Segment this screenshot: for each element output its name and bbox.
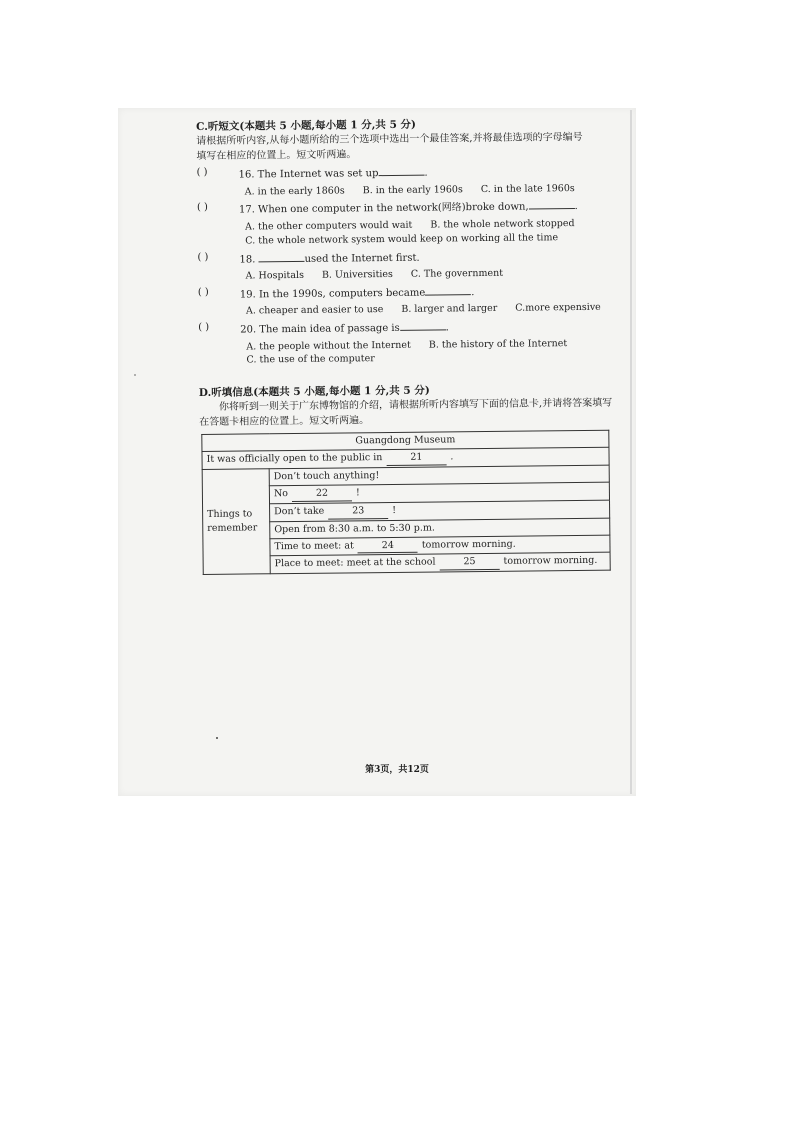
answer-paren[interactable]: ( ) xyxy=(196,167,208,179)
fill-blank xyxy=(400,318,446,330)
answer-paren[interactable]: ( ) xyxy=(197,251,209,263)
options xyxy=(197,217,617,249)
fill-blank xyxy=(378,164,424,176)
card-row: Open from 8:30 a.m. to 5:30 p.m. xyxy=(270,518,610,539)
card-row: Time to meet: at 24 tomorrow morning. xyxy=(270,535,610,556)
page-edge xyxy=(630,110,632,794)
section-d-instruction: 你将听到一则关于广东博物馆的介绍，请根据所听内容填写下面的信息卡,并请将答案填写在答题卡相应的位置上。短文听两遍。 xyxy=(199,397,613,428)
fill-blank xyxy=(425,283,471,295)
answer-blank-21[interactable]: 21 xyxy=(386,451,446,466)
section-c-title: C.听短文(本题共 5 小题,每小题 1 分,共 5 分) xyxy=(196,118,417,133)
question-16: ( ) 16. The Internet was set up . A. in the early 1860s B. in the early 1960s C. in the late 1960s xyxy=(196,162,616,200)
options xyxy=(198,336,618,368)
answer-blank-24[interactable]: 24 xyxy=(358,538,418,553)
answer-blank-25[interactable]: 25 xyxy=(439,555,499,570)
option-c: C. The government xyxy=(410,267,504,280)
question-17: ( ) 17. When one computer in the network(网络)broke down, . A. the other computers would wait B. the whole network stopped C. the whole network system would keep on working all the time xyxy=(197,197,617,248)
option-a: A. in the early 1860s xyxy=(244,185,345,198)
option-a: A. the other computers would wait xyxy=(245,219,413,233)
section-c-instruction: 请根据所听内容,从每小题所给的三个选项中选出一个最佳答案,并将最佳选项的字母编号 填写在相应的位置上。短文听两遍。 xyxy=(196,132,583,162)
section-d-title: D.听填信息(本题共 5 小题,每小题 1 分,共 5 分) xyxy=(198,384,430,400)
answer-paren[interactable]: ( ) xyxy=(197,286,209,298)
section-d xyxy=(199,382,621,575)
option-b: B. in the early 1960s xyxy=(362,183,463,196)
card-row: No 22 ! xyxy=(269,482,609,503)
option-b: B. Universities xyxy=(321,268,393,281)
exam-content xyxy=(196,116,621,575)
answer-paren[interactable]: ( ) xyxy=(198,321,210,334)
page-footer: 第3页，共12页 xyxy=(365,765,429,775)
card-heading: Guangdong Museum xyxy=(202,430,609,451)
option-a: A. Hospitals xyxy=(245,269,304,282)
fill-blank xyxy=(258,249,304,261)
answer-paren[interactable]: ( ) xyxy=(196,202,208,214)
option-b: B. the whole network stopped xyxy=(430,218,575,231)
card-row: Place to meet: meet at the school 25 tomorrow morning. xyxy=(270,553,610,574)
answer-blank-22[interactable]: 22 xyxy=(292,486,352,501)
answer-blank-23[interactable]: 23 xyxy=(328,504,388,519)
option-b: B. the history of the Internet xyxy=(428,337,568,351)
option-b: B. larger and larger xyxy=(401,303,498,316)
question-19: ( ) 19. In the 1990s, computers became . A. cheaper and easier to use B. larger and larger C.more expensive xyxy=(198,281,618,319)
card-side-label: Things to remember xyxy=(202,469,270,575)
fill-blank xyxy=(529,198,575,210)
card-row-open: It was officially open to the public in 21 . xyxy=(202,447,609,469)
option-c: C. the use of the computer xyxy=(246,353,375,366)
option-a: A. the people without the Internet xyxy=(246,339,411,353)
option-c: C.more expensive xyxy=(515,302,601,314)
question-20: ( ) 20. The main idea of passage is . A. the people without the Internet B. the history of the Internet C. the use of the computer xyxy=(198,317,618,368)
scan-speck xyxy=(134,374,136,376)
option-c: C. in the late 1960s xyxy=(480,182,575,195)
info-card xyxy=(201,430,610,575)
card-row: Don’t take 23 ! xyxy=(270,500,610,521)
option-c: C. the whole network system would keep on working all the time xyxy=(245,231,559,247)
option-a: A. cheaper and easier to use xyxy=(245,304,384,317)
scan-speck xyxy=(216,737,218,739)
question-18: ( ) 18. used the Internet first. A. Hospitals B. Universities C. The government xyxy=(197,246,617,284)
card-row: Don’t touch anything! xyxy=(269,465,609,486)
